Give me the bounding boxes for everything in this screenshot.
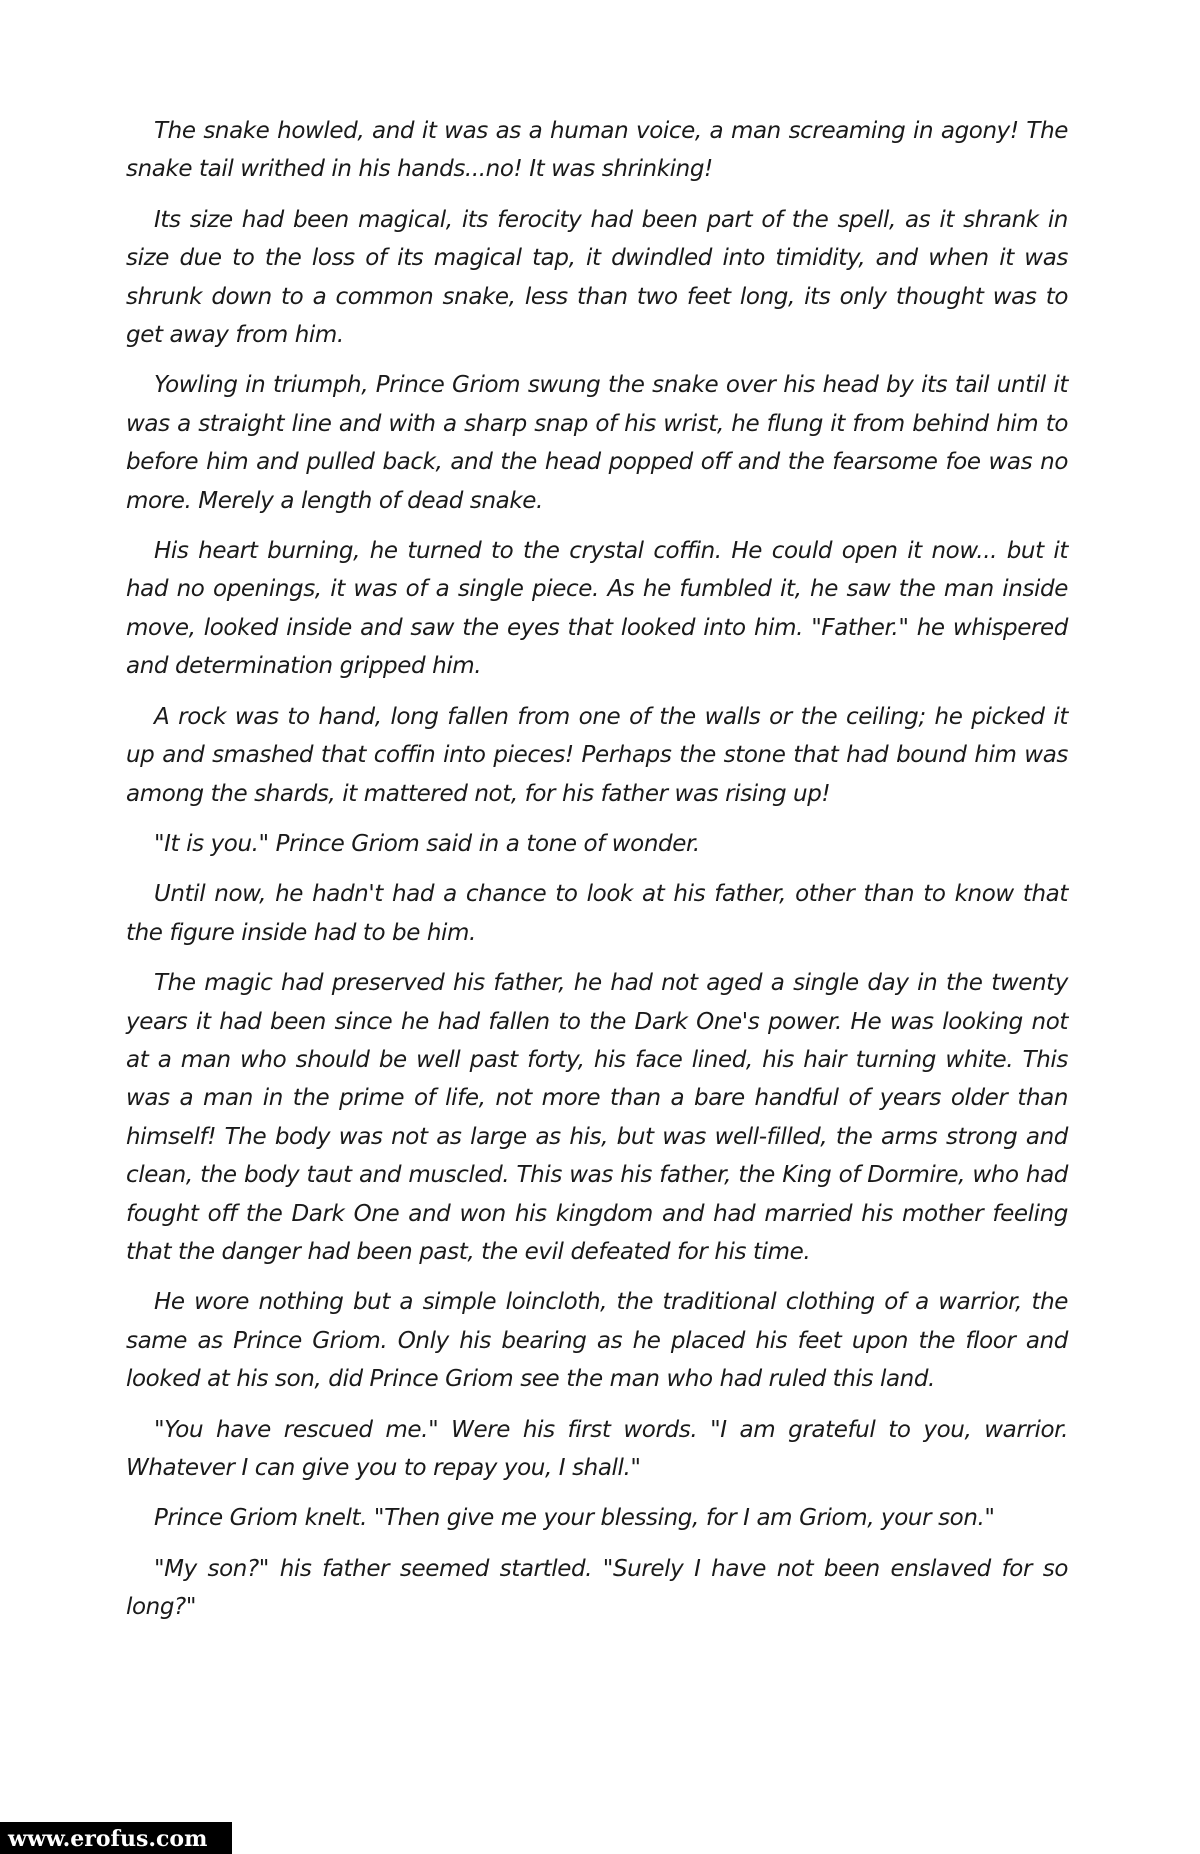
- paragraph-6: "It is you." Prince Griom said in a tone of wonder.: [154, 830, 700, 857]
- paragraph-5: A rock was to hand, long fallen from one of the walls or the ceiling; he picked it up and smashed that coffin into pieces! Perhaps the stone that had bound him was among the shards, it mattered not, for his father was rising up!: [126, 703, 1068, 807]
- story-text: [126, 112, 1068, 1639]
- paragraph-3: Yowling in triumph, Prince Griom swung the snake over his head by its tail until it was a straight line and with a sharp snap of his wrist, he flung it from behind him to before him and pulled back, and the head popped off and the fearsome foe was no more. Merely a length of dead snake.: [126, 372, 1068, 514]
- paragraph-4: His heart burning, he turned to the crystal coffin. He could open it now... but it had no openings, it was of a single piece. As he fumbled it, he saw the man inside move, looked inside and saw the eyes that looked into him. "Father." he whispered and determination gripped him.: [126, 538, 1068, 680]
- watermark-text: www.erofus.com: [8, 1826, 208, 1852]
- paragraph-2: Its size had been magical, its ferocity had been part of the spell, as it shrank in size due to the loss of its magical tap, it dwindled into timidity, and when it was shrunk down to a common snake, less than two feet long, its only thought was to get away from him.: [126, 206, 1068, 349]
- paragraph-8: The magic had preserved his father, he had not aged a single day in the twenty years it had been since he had fallen to the Dark One's power. He was looking not at a man who should be well past forty, his face lined, his hair turning white. This was a man in the prime of life, not more than a bare handful of years older than himself! The body was not as large as his, but was well-filled, the arms strong and clean, the body taut and muscled. This was his father, the King of Dormire, who had fought off the Dark One and won his kingdom and had married his mother feeling that the danger had been past, the evil defeated for his time.: [126, 970, 1068, 1265]
- paragraph-12: "My son?" his father seemed startled. "Surely I have not been enslaved for so long?": [126, 1555, 1068, 1621]
- watermark: [0, 1822, 232, 1854]
- paragraph-7: Until now, he hadn't had a chance to look at his father, other than to know that the figure inside had to be him.: [126, 881, 1068, 946]
- paragraph-1: The snake howled, and it was as a human voice, a man screaming in agony! The snake tail writhed in his hands...no! It was shrinking!: [126, 118, 1068, 183]
- paragraph-9: He wore nothing but a simple loincloth, the traditional clothing of a warrior, the same as Prince Griom. Only his bearing as he placed his feet upon the floor and looked at his son, did Prince Griom see the man who had ruled this land.: [126, 1289, 1068, 1393]
- paragraph-11: Prince Griom knelt. "Then give me your blessing, for I am Griom, your son.": [154, 1505, 995, 1532]
- paragraph-10: "You have rescued me." Were his first words. "I am grateful to you, warrior. Whatever I can give you to repay you, I shall.": [126, 1416, 1068, 1481]
